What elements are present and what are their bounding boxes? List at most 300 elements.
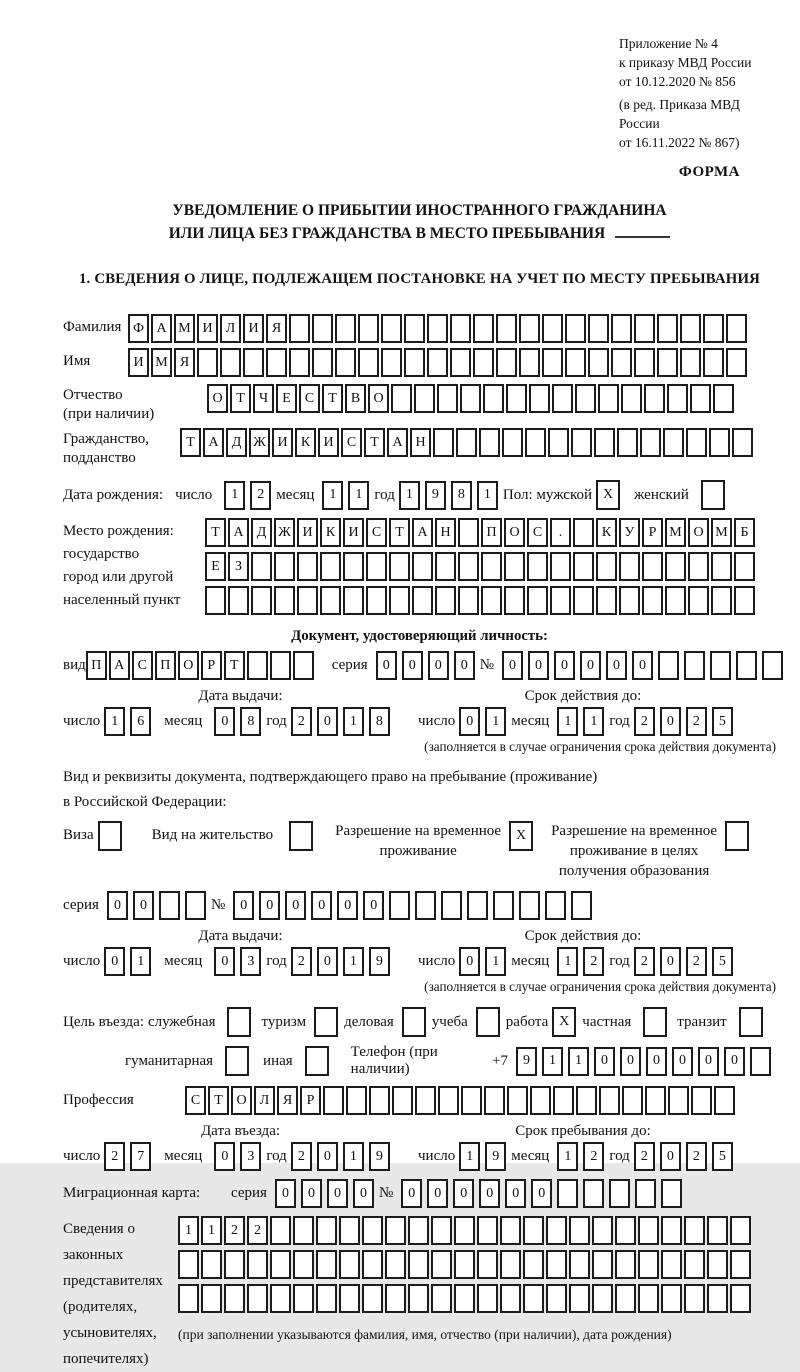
form-cell[interactable] (571, 428, 592, 457)
form-cell[interactable]: П (155, 651, 176, 680)
form-cell[interactable] (316, 1284, 337, 1313)
form-cell[interactable] (635, 1179, 656, 1208)
form-cell[interactable]: Т (224, 651, 245, 680)
form-cell[interactable]: 3 (240, 947, 261, 976)
form-cell[interactable]: А (151, 314, 172, 343)
form-cell[interactable]: 0 (724, 1047, 745, 1076)
form-cell[interactable]: Л (254, 1086, 275, 1115)
form-cell[interactable] (289, 314, 310, 343)
form-cell[interactable] (703, 348, 724, 377)
form-cell[interactable]: 1 (557, 1142, 578, 1171)
form-cell[interactable]: О (178, 651, 199, 680)
form-cell[interactable]: Р (300, 1086, 321, 1115)
form-cell[interactable]: А (228, 518, 249, 547)
form-cell[interactable] (609, 1179, 630, 1208)
form-cell[interactable] (477, 1250, 498, 1279)
form-cell[interactable]: 2 (634, 707, 655, 736)
form-cell[interactable]: 1 (485, 707, 506, 736)
form-cell[interactable] (458, 586, 479, 615)
form-cell[interactable] (565, 314, 586, 343)
form-cell[interactable] (611, 348, 632, 377)
form-cell[interactable] (316, 1250, 337, 1279)
form-cell[interactable] (493, 891, 514, 920)
form-cell[interactable]: П (481, 518, 502, 547)
form-cell[interactable] (435, 552, 456, 581)
form-cell[interactable]: 0 (660, 947, 681, 976)
form-cell[interactable] (220, 348, 241, 377)
form-cell[interactable]: 0 (401, 1179, 422, 1208)
form-cell[interactable]: О (688, 518, 709, 547)
form-cell[interactable]: 1 (130, 947, 151, 976)
form-cell[interactable]: 0 (502, 651, 523, 680)
form-cell[interactable] (224, 1250, 245, 1279)
form-cell[interactable]: 0 (317, 947, 338, 976)
form-cell[interactable] (707, 1216, 728, 1245)
form-cell[interactable] (546, 1250, 567, 1279)
form-cell[interactable] (711, 586, 732, 615)
form-cell[interactable] (366, 552, 387, 581)
form-cell[interactable] (473, 348, 494, 377)
form-cell[interactable]: П (86, 651, 107, 680)
form-cell[interactable] (545, 891, 566, 920)
form-cell[interactable] (450, 348, 471, 377)
form-cell[interactable] (519, 891, 540, 920)
form-cell[interactable]: 0 (453, 1179, 474, 1208)
form-cell[interactable] (571, 891, 592, 920)
form-cell[interactable]: 0 (363, 891, 384, 920)
form-cell[interactable] (569, 1250, 590, 1279)
form-cell[interactable]: Ч (253, 384, 274, 413)
form-cell[interactable]: Р (201, 651, 222, 680)
form-cell[interactable] (496, 314, 517, 343)
form-cell[interactable]: 5 (712, 707, 733, 736)
form-cell[interactable]: Я (174, 348, 195, 377)
form-cell[interactable] (461, 1086, 482, 1115)
form-cell[interactable] (734, 552, 755, 581)
form-cell[interactable]: 0 (459, 707, 480, 736)
form-cell[interactable]: О (207, 384, 228, 413)
form-cell[interactable] (201, 1250, 222, 1279)
form-cell[interactable] (642, 586, 663, 615)
form-cell[interactable]: 1 (583, 707, 604, 736)
form-cell[interactable] (542, 348, 563, 377)
form-cell[interactable] (435, 586, 456, 615)
form-cell[interactable] (684, 1216, 705, 1245)
form-cell[interactable]: 0 (620, 1047, 641, 1076)
form-cell[interactable] (454, 1216, 475, 1245)
form-cell[interactable] (565, 348, 586, 377)
form-cell[interactable] (389, 891, 410, 920)
form-cell[interactable]: 0 (505, 1179, 526, 1208)
form-cell[interactable]: 2 (686, 947, 707, 976)
form-cell[interactable]: 5 (712, 947, 733, 976)
form-cell[interactable]: И (197, 314, 218, 343)
form-cell[interactable] (385, 1250, 406, 1279)
form-cell[interactable]: X (509, 821, 533, 851)
form-cell[interactable]: 1 (542, 1047, 563, 1076)
form-cell[interactable] (557, 1179, 578, 1208)
form-cell[interactable]: 1 (343, 707, 364, 736)
form-cell[interactable] (247, 1284, 268, 1313)
form-cell[interactable]: 2 (291, 1142, 312, 1171)
form-cell[interactable] (339, 1216, 360, 1245)
form-cell[interactable] (663, 428, 684, 457)
form-cell[interactable]: И (318, 428, 339, 457)
form-cell[interactable] (305, 1046, 329, 1076)
form-cell[interactable] (247, 651, 268, 680)
form-cell[interactable]: А (109, 651, 130, 680)
form-cell[interactable]: 0 (317, 1142, 338, 1171)
form-cell[interactable] (530, 1086, 551, 1115)
form-cell[interactable] (289, 821, 313, 851)
form-cell[interactable]: 0 (107, 891, 128, 920)
form-cell[interactable] (392, 1086, 413, 1115)
form-cell[interactable]: 0 (311, 891, 332, 920)
form-cell[interactable]: Т (364, 428, 385, 457)
form-cell[interactable]: 0 (698, 1047, 719, 1076)
form-cell[interactable]: 9 (485, 1142, 506, 1171)
form-cell[interactable] (661, 1284, 682, 1313)
form-cell[interactable]: 2 (224, 1216, 245, 1245)
form-cell[interactable] (507, 1086, 528, 1115)
form-cell[interactable] (527, 552, 548, 581)
form-cell[interactable] (385, 1216, 406, 1245)
form-cell[interactable] (366, 586, 387, 615)
form-cell[interactable]: 0 (660, 1142, 681, 1171)
form-cell[interactable] (293, 1284, 314, 1313)
form-cell[interactable] (643, 1007, 667, 1037)
form-cell[interactable]: 0 (285, 891, 306, 920)
form-cell[interactable] (691, 1086, 712, 1115)
form-cell[interactable]: И (128, 348, 149, 377)
form-cell[interactable]: И (243, 314, 264, 343)
form-cell[interactable] (588, 314, 609, 343)
form-cell[interactable] (645, 1086, 666, 1115)
form-cell[interactable] (385, 1284, 406, 1313)
form-cell[interactable] (701, 480, 725, 510)
form-cell[interactable] (529, 384, 550, 413)
form-cell[interactable] (483, 384, 504, 413)
form-cell[interactable]: 1 (178, 1216, 199, 1245)
form-cell[interactable] (657, 348, 678, 377)
form-cell[interactable] (657, 314, 678, 343)
form-cell[interactable] (454, 1284, 475, 1313)
form-cell[interactable] (680, 314, 701, 343)
form-cell[interactable]: 0 (104, 947, 125, 976)
form-cell[interactable]: 9 (369, 1142, 390, 1171)
form-cell[interactable] (320, 552, 341, 581)
form-cell[interactable] (713, 384, 734, 413)
form-cell[interactable]: М (174, 314, 195, 343)
form-cell[interactable] (710, 651, 731, 680)
form-cell[interactable]: 1 (104, 707, 125, 736)
form-cell[interactable]: 9 (516, 1047, 537, 1076)
form-cell[interactable]: 0 (606, 651, 627, 680)
form-cell[interactable] (615, 1284, 636, 1313)
form-cell[interactable] (431, 1250, 452, 1279)
form-cell[interactable]: В (345, 384, 366, 413)
form-cell[interactable]: Н (435, 518, 456, 547)
form-cell[interactable] (573, 552, 594, 581)
form-cell[interactable]: У (619, 518, 640, 547)
form-cell[interactable] (381, 314, 402, 343)
form-cell[interactable] (598, 384, 619, 413)
form-cell[interactable]: 0 (459, 947, 480, 976)
form-cell[interactable] (339, 1250, 360, 1279)
form-cell[interactable] (477, 1284, 498, 1313)
form-cell[interactable]: 0 (214, 1142, 235, 1171)
form-cell[interactable] (228, 586, 249, 615)
form-cell[interactable] (552, 384, 573, 413)
form-cell[interactable] (684, 1284, 705, 1313)
form-cell[interactable]: Б (734, 518, 755, 547)
form-cell[interactable]: Т (389, 518, 410, 547)
form-cell[interactable]: О (368, 384, 389, 413)
form-cell[interactable] (500, 1250, 521, 1279)
form-cell[interactable] (251, 586, 272, 615)
form-cell[interactable] (661, 1250, 682, 1279)
form-cell[interactable] (289, 348, 310, 377)
form-cell[interactable] (270, 651, 291, 680)
form-cell[interactable] (427, 348, 448, 377)
form-cell[interactable]: Е (205, 552, 226, 581)
form-cell[interactable]: 0 (233, 891, 254, 920)
form-cell[interactable] (441, 891, 462, 920)
form-cell[interactable] (661, 1216, 682, 1245)
form-cell[interactable] (312, 314, 333, 343)
form-cell[interactable] (362, 1284, 383, 1313)
form-cell[interactable]: С (132, 651, 153, 680)
form-cell[interactable]: Т (208, 1086, 229, 1115)
form-cell[interactable]: 0 (531, 1179, 552, 1208)
form-cell[interactable]: 0 (427, 1179, 448, 1208)
form-cell[interactable] (456, 428, 477, 457)
form-cell[interactable] (523, 1250, 544, 1279)
form-cell[interactable] (481, 552, 502, 581)
form-cell[interactable]: 2 (686, 1142, 707, 1171)
form-cell[interactable]: Ф (128, 314, 149, 343)
form-cell[interactable] (408, 1284, 429, 1313)
form-cell[interactable] (504, 586, 525, 615)
form-cell[interactable] (450, 314, 471, 343)
form-cell[interactable] (476, 1007, 500, 1037)
form-cell[interactable]: А (203, 428, 224, 457)
form-cell[interactable]: 2 (291, 947, 312, 976)
form-cell[interactable] (527, 586, 548, 615)
form-cell[interactable] (205, 586, 226, 615)
form-cell[interactable] (596, 552, 617, 581)
form-cell[interactable]: 1 (557, 707, 578, 736)
form-cell[interactable] (594, 428, 615, 457)
form-cell[interactable] (583, 1179, 604, 1208)
form-cell[interactable] (726, 348, 747, 377)
form-cell[interactable] (703, 314, 724, 343)
form-cell[interactable] (178, 1250, 199, 1279)
form-cell[interactable] (640, 428, 661, 457)
form-cell[interactable] (690, 384, 711, 413)
form-cell[interactable]: Е (276, 384, 297, 413)
form-cell[interactable]: С (341, 428, 362, 457)
form-cell[interactable]: 2 (583, 947, 604, 976)
form-cell[interactable]: 0 (646, 1047, 667, 1076)
form-cell[interactable] (270, 1250, 291, 1279)
form-cell[interactable]: Л (220, 314, 241, 343)
form-cell[interactable]: О (231, 1086, 252, 1115)
form-cell[interactable] (548, 428, 569, 457)
form-cell[interactable] (525, 428, 546, 457)
form-cell[interactable] (270, 1216, 291, 1245)
form-cell[interactable]: X (596, 480, 620, 510)
form-cell[interactable]: Д (251, 518, 272, 547)
form-cell[interactable] (201, 1284, 222, 1313)
form-cell[interactable]: 2 (634, 1142, 655, 1171)
form-cell[interactable] (644, 384, 665, 413)
form-cell[interactable] (575, 384, 596, 413)
form-cell[interactable]: Т (180, 428, 201, 457)
form-cell[interactable] (634, 314, 655, 343)
form-cell[interactable] (412, 586, 433, 615)
form-cell[interactable] (592, 1250, 613, 1279)
form-cell[interactable] (634, 348, 655, 377)
form-cell[interactable] (496, 348, 517, 377)
form-cell[interactable] (592, 1284, 613, 1313)
form-cell[interactable]: К (295, 428, 316, 457)
form-cell[interactable]: 1 (322, 481, 343, 510)
form-cell[interactable] (404, 348, 425, 377)
form-cell[interactable] (178, 1284, 199, 1313)
form-cell[interactable]: С (366, 518, 387, 547)
form-cell[interactable] (615, 1216, 636, 1245)
form-cell[interactable]: 1 (485, 947, 506, 976)
form-cell[interactable] (404, 314, 425, 343)
form-cell[interactable] (596, 586, 617, 615)
form-cell[interactable]: 2 (247, 1216, 268, 1245)
form-cell[interactable]: Я (277, 1086, 298, 1115)
form-cell[interactable] (438, 1086, 459, 1115)
form-cell[interactable] (688, 552, 709, 581)
form-cell[interactable] (658, 651, 679, 680)
form-cell[interactable]: 2 (291, 707, 312, 736)
form-cell[interactable] (622, 1086, 643, 1115)
form-cell[interactable]: 2 (583, 1142, 604, 1171)
form-cell[interactable]: 0 (301, 1179, 322, 1208)
form-cell[interactable] (638, 1284, 659, 1313)
form-cell[interactable]: С (299, 384, 320, 413)
form-cell[interactable] (684, 1250, 705, 1279)
form-cell[interactable]: . (550, 518, 571, 547)
form-cell[interactable] (312, 348, 333, 377)
form-cell[interactable] (550, 552, 571, 581)
form-cell[interactable]: 1 (201, 1216, 222, 1245)
form-cell[interactable] (197, 348, 218, 377)
form-cell[interactable]: 9 (425, 481, 446, 510)
form-cell[interactable] (504, 552, 525, 581)
form-cell[interactable]: 2 (250, 481, 271, 510)
form-cell[interactable] (458, 552, 479, 581)
form-cell[interactable] (266, 348, 287, 377)
form-cell[interactable]: 5 (712, 1142, 733, 1171)
form-cell[interactable]: 1 (459, 1142, 480, 1171)
form-cell[interactable] (730, 1250, 751, 1279)
form-cell[interactable]: Ж (249, 428, 270, 457)
form-cell[interactable] (617, 428, 638, 457)
form-cell[interactable] (358, 348, 379, 377)
form-cell[interactable] (243, 348, 264, 377)
form-cell[interactable]: 0 (554, 651, 575, 680)
form-cell[interactable]: К (320, 518, 341, 547)
form-cell[interactable]: 0 (376, 651, 397, 680)
form-cell[interactable] (576, 1086, 597, 1115)
form-cell[interactable]: 0 (275, 1179, 296, 1208)
form-cell[interactable] (734, 586, 755, 615)
form-cell[interactable]: Я (266, 314, 287, 343)
form-cell[interactable]: 1 (568, 1047, 589, 1076)
form-cell[interactable]: И (343, 518, 364, 547)
form-cell[interactable]: 2 (686, 707, 707, 736)
form-cell[interactable]: 0 (479, 1179, 500, 1208)
form-cell[interactable]: 1 (399, 481, 420, 510)
form-cell[interactable] (711, 552, 732, 581)
form-cell[interactable] (730, 1216, 751, 1245)
form-cell[interactable] (542, 314, 563, 343)
form-cell[interactable] (684, 651, 705, 680)
form-cell[interactable] (323, 1086, 344, 1115)
form-cell[interactable] (293, 651, 314, 680)
form-cell[interactable] (665, 552, 686, 581)
form-cell[interactable] (415, 1086, 436, 1115)
form-cell[interactable]: 0 (317, 707, 338, 736)
form-cell[interactable] (297, 552, 318, 581)
form-cell[interactable] (358, 314, 379, 343)
form-cell[interactable] (762, 651, 783, 680)
form-cell[interactable]: 3 (240, 1142, 261, 1171)
form-cell[interactable]: 0 (402, 651, 423, 680)
form-cell[interactable] (225, 1046, 249, 1076)
form-cell[interactable] (519, 314, 540, 343)
form-cell[interactable] (599, 1086, 620, 1115)
form-cell[interactable] (381, 348, 402, 377)
form-cell[interactable]: 8 (451, 481, 472, 510)
form-cell[interactable] (458, 518, 479, 547)
form-cell[interactable] (343, 552, 364, 581)
form-cell[interactable]: З (228, 552, 249, 581)
form-cell[interactable] (569, 1216, 590, 1245)
form-cell[interactable]: А (387, 428, 408, 457)
form-cell[interactable] (615, 1250, 636, 1279)
form-cell[interactable]: 6 (130, 707, 151, 736)
form-cell[interactable] (573, 586, 594, 615)
form-cell[interactable] (185, 891, 206, 920)
form-cell[interactable] (389, 552, 410, 581)
form-cell[interactable] (408, 1216, 429, 1245)
form-cell[interactable] (550, 586, 571, 615)
form-cell[interactable]: 1 (477, 481, 498, 510)
form-cell[interactable] (391, 384, 412, 413)
form-cell[interactable] (320, 586, 341, 615)
form-cell[interactable] (467, 891, 488, 920)
form-cell[interactable]: 1 (343, 947, 364, 976)
form-cell[interactable]: Т (322, 384, 343, 413)
form-cell[interactable] (433, 428, 454, 457)
form-cell[interactable]: 1 (224, 481, 245, 510)
form-cell[interactable] (427, 314, 448, 343)
form-cell[interactable] (709, 428, 730, 457)
form-cell[interactable] (714, 1086, 735, 1115)
form-cell[interactable] (546, 1216, 567, 1245)
form-cell[interactable]: М (711, 518, 732, 547)
form-cell[interactable]: И (297, 518, 318, 547)
form-cell[interactable] (431, 1216, 452, 1245)
